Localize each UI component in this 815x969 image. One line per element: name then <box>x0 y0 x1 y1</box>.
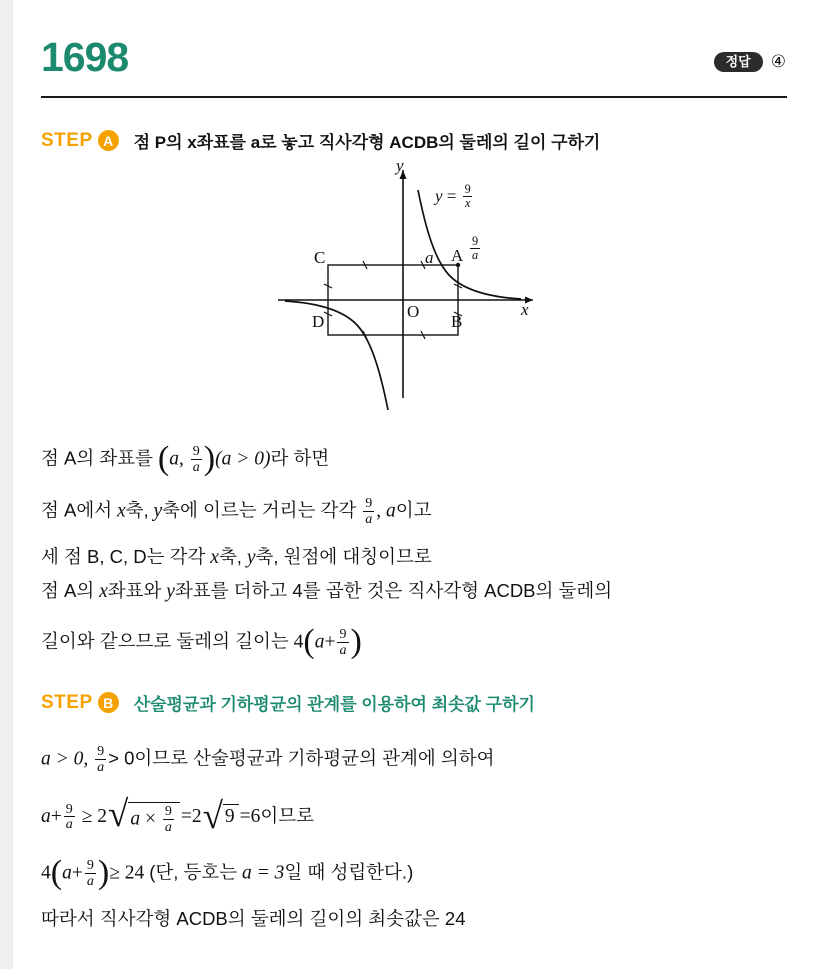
stepb-l2-rad-a: a <box>130 808 141 830</box>
graph-frac-den: a <box>472 247 479 262</box>
body-l5-den: a <box>339 641 347 658</box>
stepb-l2-num: 9 <box>65 800 73 817</box>
body-line-4 <box>41 582 612 602</box>
body-l5-plus: + <box>324 631 336 653</box>
body-l1-open-paren: ( <box>157 440 170 477</box>
answer-value: ④ <box>770 52 786 71</box>
body-l1-close-paren: ) <box>203 440 216 477</box>
graph-label-d: D <box>312 312 325 331</box>
step-a-badge: A <box>98 130 119 151</box>
body-l2-x: x <box>116 500 126 522</box>
body-l4-y: y <box>166 581 175 602</box>
body-l2-den: a <box>365 510 373 527</box>
body-l3-mid: 축, <box>218 546 242 567</box>
body-l1-a: a <box>169 448 179 470</box>
stepb-l1-den: a <box>97 758 105 775</box>
stepb-l3-ge: ≥ 24 <box>109 862 145 884</box>
graph-label-c: C <box>314 248 326 267</box>
stepb-l1-num: 9 <box>97 743 105 759</box>
stepb-l3-a: a <box>62 862 72 884</box>
body-l5-pre: 길이와 같으므로 둘레의 길이는 <box>41 630 289 652</box>
stepb-l2-eq2: = <box>239 806 251 828</box>
body-l1-post: 라 하면 <box>270 447 330 469</box>
body-line-1: 점 A의 좌표를 (a, $\frac{9}{a}$ )(a > 0)라 하면 <box>41 440 330 477</box>
answer-block <box>714 52 786 72</box>
body-l4-pre: 점 A의 <box>41 580 95 601</box>
body-line-5 <box>41 623 362 660</box>
body-l1-cond: (a > 0) <box>215 448 271 470</box>
graph-label-frac-9a <box>468 236 482 263</box>
stepb-l2-two2: 2 <box>191 806 202 828</box>
answer-label-badge: 정답 <box>714 52 763 72</box>
step-a-heading <box>41 128 600 153</box>
page-header <box>41 34 786 96</box>
stepb-l2-rad-num: 9 <box>164 803 172 819</box>
body-l4-x: x <box>99 581 108 602</box>
stepb-l2-rad-den: a <box>164 818 172 835</box>
body-l1-den: a <box>192 458 200 475</box>
stepb-l2-rad9: 9 <box>224 805 235 827</box>
stepb-l2-times: × <box>144 808 156 830</box>
graph-svg <box>263 160 593 410</box>
body-l4-post: 좌표를 더하고 4를 곱한 것은 직사각형 ACDB의 둘레의 <box>174 580 613 601</box>
stepb-line-4: 따라서 직사각형 ACDB의 둘레의 길이의 최솟값은 24 <box>41 908 466 929</box>
stepb-line-2 <box>41 794 315 837</box>
body-l5-num: 9 <box>339 625 347 642</box>
body-l5-close-paren: ) <box>350 623 362 660</box>
body-l3-x: x <box>210 547 219 568</box>
stepb-l3-plus: + <box>71 862 83 884</box>
body-l2-post: 이고 <box>395 499 432 521</box>
step-a-word: STEP <box>41 129 93 151</box>
step-b-title: 산술평균과 기하평균의 관계를 이용하여 최솟값 구하기 <box>133 695 535 714</box>
stepb-l3-four: 4 <box>41 862 51 884</box>
body-l3-y: y <box>246 547 256 568</box>
graph-frac-num: 9 <box>472 234 479 248</box>
stepb-l1-a: a > 0, <box>41 748 89 770</box>
hyperbola-branch-negative <box>285 301 388 410</box>
body-l1-pre: 점 A의 좌표를 <box>41 447 153 469</box>
stepb-l1-post: > 0이므로 산술평균과 기하평균의 관계에 의하여 <box>108 747 495 769</box>
step-a-title: 점 P의 x좌표를 a로 놓고 직사각형 ACDB의 둘레의 길이 구하기 <box>133 133 601 152</box>
graph-eq-num: 9 <box>464 182 471 196</box>
graph-label-equation <box>435 184 475 211</box>
step-b-word: STEP <box>41 691 93 713</box>
body-l2-a: a <box>385 500 396 522</box>
stepb-l2-ge: ≥ <box>81 806 93 828</box>
body-l1-num: 9 <box>192 442 200 459</box>
step-b-heading <box>41 690 535 715</box>
graph-label-segment-a: a <box>425 248 434 267</box>
graph-label-a: A <box>451 246 464 265</box>
body-l2-comma: , <box>376 500 382 522</box>
body-line-2 <box>41 497 431 527</box>
graph-label-y-axis: y <box>396 156 404 175</box>
stepb-l2-eq1: = <box>180 806 192 828</box>
body-l2-mid1: 축, <box>125 499 149 521</box>
stepb-l2-den: a <box>65 816 73 833</box>
body-l2-num: 9 <box>365 495 373 511</box>
graph-label-b: B <box>451 312 463 331</box>
stepb-line-3 <box>41 854 414 891</box>
hyperbola-graph <box>263 156 593 410</box>
stepb-l2-two: 2 <box>97 806 107 828</box>
body-l2-y: y <box>153 500 163 522</box>
graph-eq-equals: = <box>446 186 457 206</box>
stepb-l3-open-paren: ( <box>50 854 63 891</box>
step-b-badge: B <box>98 692 119 713</box>
body-l3-post: 축, 원점에 대칭이므로 <box>255 546 432 567</box>
stepb-l2-sqrt2: √ 9 <box>203 802 239 833</box>
solution-page <box>13 0 815 969</box>
body-l2-pre: 점 A에서 <box>41 499 113 521</box>
body-line-3 <box>41 548 432 568</box>
stepb-l3-close-paren: ) <box>97 854 110 891</box>
graph-label-x-axis: x <box>521 300 529 319</box>
stepb-l3-note-a: a = 3 <box>242 862 285 884</box>
body-l5-open-paren: ( <box>303 623 315 660</box>
stepb-l2-post: 이므로 <box>260 805 315 827</box>
stepb-l3-den: a <box>86 872 94 889</box>
question-number: 1698 <box>41 34 129 80</box>
stepb-l2-six: 6 <box>250 806 261 828</box>
body-l3-pre: 세 점 B, C, D는 각각 <box>41 546 206 567</box>
stepb-l2-plus: + <box>50 806 62 828</box>
stepb-l3-note-pre: (단, 등호는 <box>149 861 238 883</box>
stepb-l2-sqrt1: √ a × $\frac{9}{a}$ <box>108 800 180 835</box>
stepb-l3-note-post: 일 때 성립한다.) <box>284 861 414 883</box>
page-left-margin-strip <box>0 0 13 969</box>
graph-label-origin: O <box>407 302 420 321</box>
body-l5-four: 4 <box>293 631 304 653</box>
stepb-l2-a: a <box>41 806 51 828</box>
body-l2-mid2: 축에 이르는 거리는 각각 <box>162 499 357 521</box>
body-l4-mid1: 좌표와 <box>107 580 162 601</box>
graph-eq-y: y <box>435 186 443 206</box>
stepb-line-1 <box>41 745 495 775</box>
body-l5-a: a <box>314 631 325 653</box>
graph-eq-den: x <box>464 195 471 210</box>
stepb-l3-num: 9 <box>86 856 94 873</box>
header-divider <box>41 96 787 98</box>
